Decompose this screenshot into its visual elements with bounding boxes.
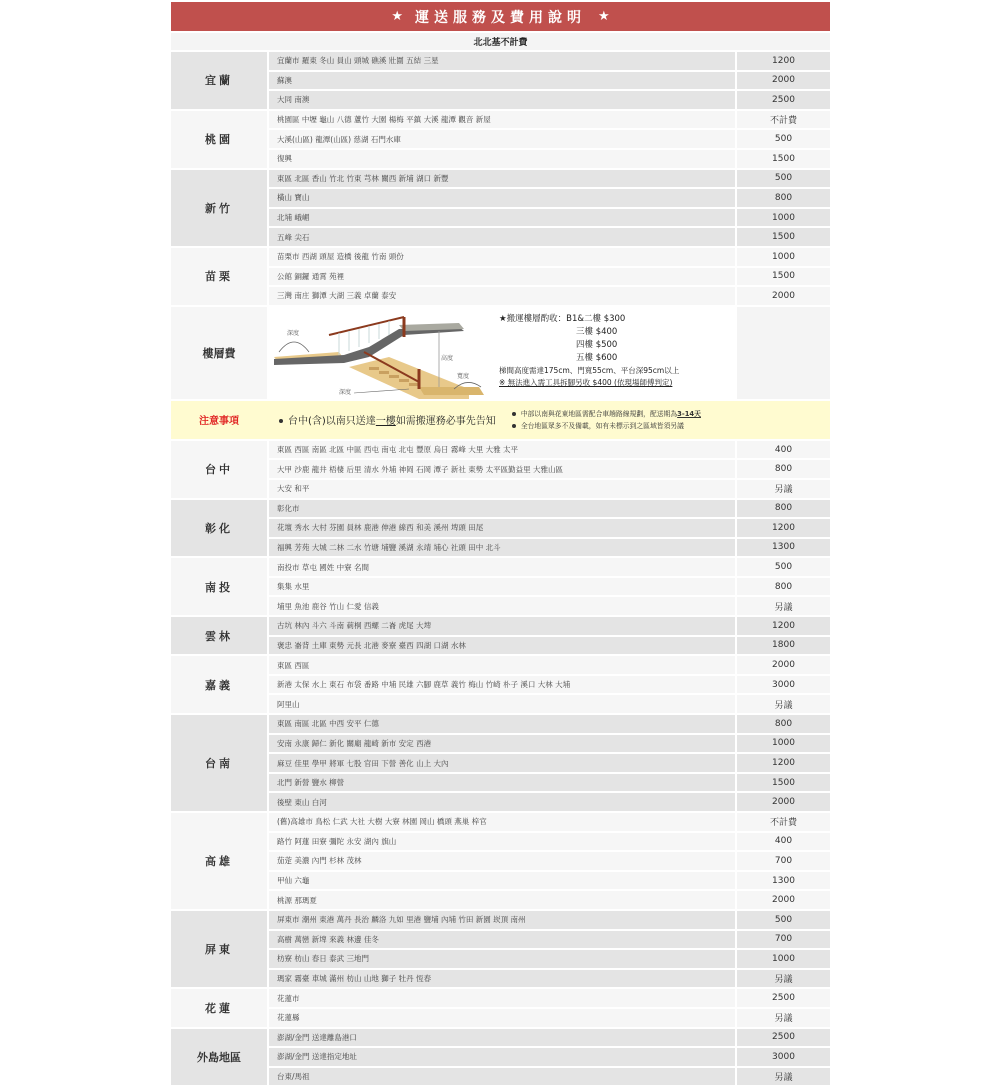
notice-main-emphasis: 一樓 [375, 416, 396, 428]
price-cell: 1000 [735, 735, 830, 753]
region-block [171, 498, 830, 557]
areas-cell: 台東/馬祖 [277, 1072, 310, 1082]
region-block [171, 556, 830, 615]
disassembly-fee-note: ※ 無法進入需工具拆腳另收 $400 (依現場師傅判定) [499, 377, 673, 387]
region-name: 宜蘭 [205, 74, 233, 88]
depth-label-top: 深度 [287, 329, 300, 337]
price-cell: 不計費 [735, 813, 830, 831]
table-row [269, 617, 830, 635]
price-cell: 2500 [735, 1029, 830, 1047]
price-cell: 另議 [735, 1068, 830, 1085]
areas-cell: 橫山 寶山 [277, 193, 310, 203]
areas-cell: 阿里山 [277, 699, 300, 709]
table-row [269, 517, 830, 537]
price-cell: 1200 [735, 52, 830, 70]
height-label: 高度 [441, 354, 454, 362]
areas-cell: 花壇 秀水 大村 芬園 員林 鹿港 伸港 線西 和美 溪州 埤頭 田尾 [277, 523, 484, 533]
table-row [269, 989, 830, 1007]
areas-cell: 公館 銅鑼 通霄 苑裡 [277, 271, 345, 281]
table-row [269, 70, 830, 90]
areas-cell: 復興 [277, 154, 292, 164]
price-cell: 1500 [735, 774, 830, 792]
price-cell: 1300 [735, 872, 830, 890]
floor-fee-line: ★搬運樓層酌收：B1&二樓 $300 [499, 313, 626, 324]
table-row [269, 752, 830, 772]
region-name: 嘉義 [205, 678, 233, 692]
region-block [171, 615, 830, 654]
areas-cell: 大安 和平 [277, 484, 310, 494]
table-row [269, 889, 830, 909]
price-cell: 1800 [735, 637, 830, 655]
price-cell: 2000 [735, 793, 830, 811]
price-cell: 2500 [735, 989, 830, 1007]
region-rows [267, 52, 830, 109]
price-cell: 800 [735, 578, 830, 596]
table-row [269, 52, 830, 70]
price-cell: 800 [735, 500, 830, 518]
areas-cell: 麻豆 佳里 學甲 將軍 七股 官田 下營 善化 山上 大內 [277, 758, 449, 768]
free-zone-subtitle: 北北基不計費 [171, 33, 830, 50]
table-row [269, 89, 830, 109]
table-row [269, 595, 830, 615]
areas-cell: 大甲 沙鹿 龍井 梧棲 后里 清水 外埔 神岡 石岡 潭子 新社 東勢 太平區勤益里 大雅山區 [277, 464, 563, 474]
delivery-period: 3-14天 [677, 409, 701, 418]
region-rows [267, 617, 830, 654]
price-cell: 不計費 [735, 111, 830, 129]
areas-cell: 甲仙 六龜 [277, 876, 310, 886]
price-cell: 700 [735, 931, 830, 949]
price-cell: 1500 [735, 150, 830, 168]
region-block [171, 811, 830, 909]
table-row [269, 266, 830, 286]
region-block [171, 168, 830, 246]
areas-cell: 高樹 萬巒 新埤 來義 林邊 佳冬 [277, 934, 379, 944]
areas-cell: 桃源 那瑪夏 [277, 895, 317, 905]
price-cell: 1000 [735, 209, 830, 227]
table-row [269, 635, 830, 655]
table-row [269, 715, 830, 733]
price-cell: 另議 [735, 695, 830, 713]
areas-cell: 大同 南澳 [277, 95, 310, 105]
region-name: 雲林 [205, 629, 233, 643]
areas-cell: 瑪家 霧臺 車城 滿州 枋山 山地 獅子 牡丹 恆春 [277, 974, 432, 984]
price-cell: 500 [735, 170, 830, 188]
table-row [269, 870, 830, 890]
region-name: 高雄 [205, 854, 233, 868]
depth-label-bottom: 深度 [339, 388, 352, 396]
price-cell: 1500 [735, 268, 830, 286]
price-cell: 1000 [735, 950, 830, 968]
region-block [171, 713, 830, 811]
notice-main-prefix: 台中(含)以南只送達 [288, 416, 376, 428]
notice-side2: 全台地區眾多不及備載，如有未標示到之區域皆須另議 [520, 421, 684, 430]
price-cell: 2500 [735, 91, 830, 109]
table-row [269, 831, 830, 851]
page-title: 運送服務及費用說明 [415, 9, 586, 26]
price-cell: 2000 [735, 891, 830, 909]
areas-cell: 福興 芳苑 大城 二林 二水 竹塘 埔鹽 溪湖 永靖 埔心 社頭 田中 北斗 [277, 542, 501, 552]
price-cell: 800 [735, 715, 830, 733]
areas-cell: 花蓮縣 [277, 1013, 300, 1023]
areas-cell: 彰化市 [277, 503, 300, 513]
areas-cell: 新港 太保 水上 東石 布袋 番路 中埔 民雄 六腳 鹿草 義竹 梅山 竹崎 朴子 溪口 大林 大埔 [277, 680, 571, 690]
bullet-icon [279, 419, 283, 423]
price-cell: 500 [735, 911, 830, 929]
region-block [171, 246, 830, 305]
region-rows [267, 248, 830, 305]
region-block [171, 909, 830, 987]
region-block [171, 654, 830, 713]
price-cell: 另議 [735, 970, 830, 988]
price-cell: 500 [735, 130, 830, 148]
table-row [269, 656, 830, 674]
price-cell: 2000 [735, 656, 830, 674]
table-row [269, 929, 830, 949]
table-row [269, 285, 830, 305]
floor-fee-body [267, 307, 735, 399]
table-row [269, 911, 830, 929]
price-cell: 3000 [735, 676, 830, 694]
areas-cell: 苗栗市 西湖 頭屋 造橋 後龍 竹南 頭份 [277, 252, 404, 262]
table-row [269, 948, 830, 968]
floor-fee-line: 三樓 $400 [576, 326, 618, 337]
areas-cell: 三灣 南庄 獅潭 大湖 三義 卓蘭 泰安 [277, 291, 397, 301]
region-name: 台南 [205, 757, 233, 771]
region-rows [267, 1029, 830, 1085]
table-row [269, 968, 830, 988]
bullet-icon [512, 424, 516, 428]
table-row [269, 1007, 830, 1027]
table-row [269, 537, 830, 557]
table-row [269, 478, 830, 498]
price-cell: 2000 [735, 287, 830, 305]
table-row [269, 500, 830, 518]
areas-cell: 安南 永康 歸仁 新化 關廟 龍崎 新市 安定 西港 [277, 738, 432, 748]
region-table-south [171, 439, 830, 1085]
price-cell: 500 [735, 558, 830, 576]
table-row [269, 693, 830, 713]
areas-cell: 茄萣 美濃 內門 杉林 茂林 [277, 856, 362, 866]
region-name: 桃園 [205, 133, 233, 147]
areas-cell: 古坑 林內 斗六 斗南 莿桐 西螺 二崙 虎尾 大埤 [277, 621, 432, 631]
price-cell: 另議 [735, 480, 830, 498]
floor-fee-label: 樓層費 [202, 346, 236, 360]
region-block [171, 1027, 830, 1085]
table-row [269, 733, 830, 753]
areas-cell: (舊)高雄市 鳥松 仁武 大社 大樹 大寮 林園 岡山 橋頭 燕巢 梓官 [277, 817, 487, 827]
price-cell: 1300 [735, 539, 830, 557]
areas-cell: 大溪(山區) 龍潭(山區) 慈湖 石門水庫 [277, 134, 401, 144]
shipping-fee-sheet [171, 2, 830, 1085]
areas-cell: 北埔 峨嵋 [277, 213, 310, 223]
table-row [269, 576, 830, 596]
areas-cell: 東區 南區 北區 中西 安平 仁德 [277, 719, 379, 729]
table-row [269, 772, 830, 792]
table-row [269, 791, 830, 811]
areas-cell: 五峰 尖石 [277, 232, 310, 242]
staircase-diagram [269, 307, 489, 399]
region-name: 花蓮 [205, 1001, 233, 1015]
floor-fee-section [171, 305, 830, 399]
table-row [269, 128, 830, 148]
areas-cell: 澎湖/金門 送達指定地址 [277, 1052, 357, 1062]
region-name: 外島地區 [197, 1050, 241, 1064]
price-cell: 1500 [735, 228, 830, 246]
price-cell: 800 [735, 189, 830, 207]
areas-cell: 東區 西區 [277, 660, 310, 670]
table-row [269, 1066, 830, 1085]
region-name: 苗栗 [205, 270, 233, 284]
table-row [269, 170, 830, 188]
areas-cell: 集集 水里 [277, 582, 310, 592]
region-block [171, 50, 830, 109]
region-rows [267, 911, 830, 987]
region-rows [267, 989, 830, 1026]
region-rows [267, 500, 830, 557]
price-cell: 3000 [735, 1048, 830, 1066]
price-cell: 800 [735, 460, 830, 478]
price-cell: 1000 [735, 248, 830, 266]
title-bar [171, 2, 830, 31]
areas-cell: 東區 西區 南區 北區 中區 西屯 南屯 北屯 豐原 烏日 霧峰 大里 大雅 太平 [277, 445, 518, 455]
areas-cell: 東區 北區 香山 竹北 竹東 芎林 關西 新埔 湖口 新豐 [277, 173, 449, 183]
notice-label: 注意事項 [199, 416, 239, 428]
areas-cell: 褒忠 崙背 土庫 東勢 元長 北港 麥寮 臺西 四湖 口湖 水林 [277, 640, 466, 650]
table-row [269, 1046, 830, 1066]
notice-main-text [279, 412, 496, 427]
stair-requirement: 梯間高度需達175cm、門寬55cm、平台深95cm以上 [499, 365, 680, 375]
notice-side1: 中部以南與花東地區需配合車趟路線規劃，配送期為 [520, 409, 678, 418]
table-row [269, 207, 830, 227]
floor-fee-text [489, 307, 679, 399]
price-cell: 另議 [735, 597, 830, 615]
star-icon: ★ [391, 9, 403, 24]
areas-cell: 後壁 東山 白河 [277, 797, 327, 807]
floor-fee-line: 五樓 $600 [576, 352, 618, 363]
region-name: 南投 [205, 580, 233, 594]
notice-side-text [512, 408, 701, 432]
region-block [171, 987, 830, 1026]
table-row [269, 813, 830, 831]
region-name: 屏東 [205, 943, 233, 957]
notice-main-suffix: 如需搬運務必事先告知 [395, 416, 496, 428]
table-row [269, 1029, 830, 1047]
region-table-north [171, 50, 830, 305]
table-row [269, 111, 830, 129]
table-row [269, 187, 830, 207]
region-rows [267, 813, 830, 909]
region-rows [267, 715, 830, 811]
areas-cell: 澎湖/金門 送達離島港口 [277, 1032, 357, 1042]
areas-cell: 南投市 草屯 國姓 中寮 名間 [277, 562, 370, 572]
region-name: 台中 [205, 463, 233, 477]
price-cell: 700 [735, 852, 830, 870]
table-row [269, 226, 830, 246]
region-rows [267, 441, 830, 498]
floor-fee-line: 四樓 $500 [576, 339, 618, 350]
bullet-icon [512, 412, 516, 416]
areas-cell: 花蓮市 [277, 993, 300, 1003]
price-cell: 1200 [735, 754, 830, 772]
areas-cell: 屏東市 潮州 東港 萬丹 長治 麟洛 九如 里港 鹽埔 內埔 竹田 新園 崁頂 南州 [277, 915, 526, 925]
table-row [269, 458, 830, 478]
table-row [269, 148, 830, 168]
areas-cell: 蘇澳 [277, 75, 292, 85]
table-row [269, 441, 830, 459]
region-block [171, 439, 830, 498]
price-cell: 1200 [735, 617, 830, 635]
table-row [269, 850, 830, 870]
price-cell: 1200 [735, 519, 830, 537]
region-name: 彰化 [205, 521, 233, 535]
notice-section [171, 399, 830, 439]
areas-cell: 枋寮 枋山 春日 泰武 三地門 [277, 954, 370, 964]
areas-cell: 北門 新營 鹽水 柳營 [277, 778, 345, 788]
price-cell: 另議 [735, 1009, 830, 1027]
table-row [269, 558, 830, 576]
areas-cell: 埔里 魚池 鹿谷 竹山 仁愛 信義 [277, 601, 379, 611]
price-cell: 2000 [735, 72, 830, 90]
region-rows [267, 656, 830, 713]
region-name: 新竹 [205, 201, 233, 215]
width-label: 寬度 [457, 372, 470, 380]
region-rows [267, 170, 830, 246]
floor-fee-price-cell [735, 307, 830, 399]
areas-cell: 桃園區 中壢 龜山 八德 蘆竹 大園 楊梅 平鎮 大溪 龍潭 觀音 新屋 [277, 115, 491, 125]
star-icon: ★ [598, 9, 610, 24]
price-cell: 400 [735, 833, 830, 851]
notice-body [267, 401, 830, 439]
table-row [269, 674, 830, 694]
table-row [269, 248, 830, 266]
areas-cell: 宜蘭市 羅東 冬山 員山 頭城 礁溪 壯圍 五結 三星 [277, 56, 439, 66]
region-rows [267, 111, 830, 168]
price-cell: 400 [735, 441, 830, 459]
region-rows [267, 558, 830, 615]
areas-cell: 路竹 阿蓮 田寮 彌陀 永安 湖內 旗山 [277, 836, 397, 846]
region-block [171, 109, 830, 168]
